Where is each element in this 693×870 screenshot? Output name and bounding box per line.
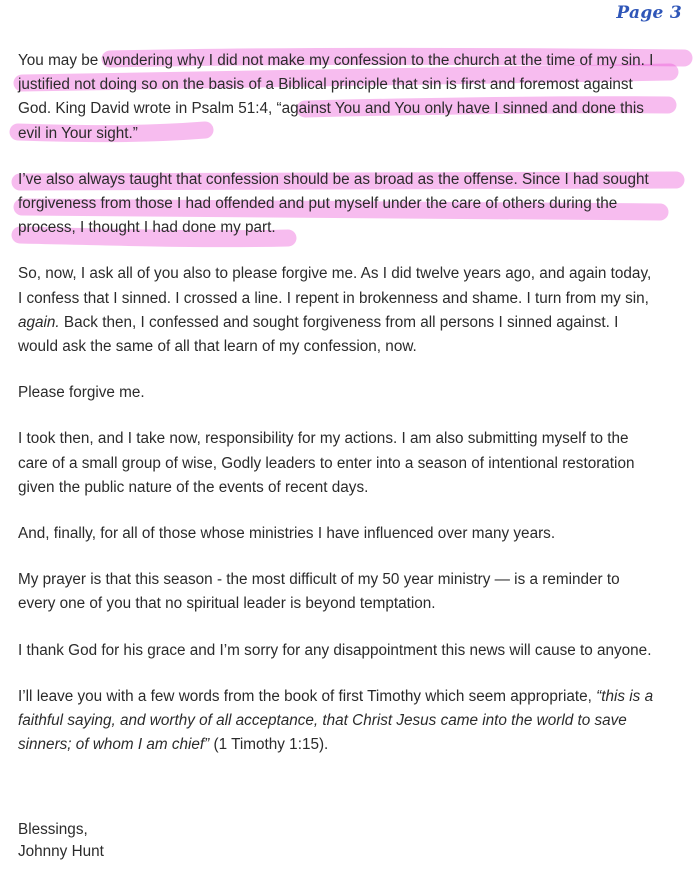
paragraph-ministries xyxy=(18,522,682,546)
text-line: forgiveness from those I had offended and put myself under the care of others during the xyxy=(18,195,618,213)
signature-block xyxy=(18,819,104,863)
text-line: God. King David wrote in Psalm 51:4, “against You and You only have I sinned and done this xyxy=(18,100,644,118)
text-line: I’ve also always taught that confession should be as broad as the offense. Since I had sought xyxy=(18,170,649,188)
text-fragment: I’ll leave you with a few words from the book of first Timothy which seem appropriate, xyxy=(18,687,597,705)
text-line: So, now, I ask all of you also to please forgive me. As I did twelve years ago, and again today, xyxy=(18,265,652,283)
text-line xyxy=(18,311,682,335)
text-line: every one of you that no spiritual leader is beyond temptation. xyxy=(18,595,436,613)
paragraph-thanks xyxy=(18,639,682,663)
text-line: given the public nature of the events of recent days. xyxy=(18,478,369,496)
text-line: I took then, and I take now, responsibility for my actions. I am also submitting myself to the xyxy=(18,430,629,448)
signature-name: Johnny Hunt xyxy=(18,843,104,860)
paragraph-please-forgive xyxy=(18,381,682,405)
text-line: And, finally, for all of those whose ministries I have influenced over many years. xyxy=(18,525,556,543)
paragraph-confession-timing xyxy=(18,49,682,146)
text-fragment: Back then, I confessed and sought forgiveness from all persons I sinned against. I xyxy=(59,313,619,331)
text-line: My prayer is that this season - the most difficult of my 50 year ministry — is a reminder to xyxy=(18,571,620,589)
text-line: faithful saying, and worthy of all acceptance, that Christ Jesus came into the world to save xyxy=(18,712,627,730)
text-fragment: (1 Timothy 1:15). xyxy=(209,736,329,754)
text-line: process, I thought I had done my part. xyxy=(18,219,276,237)
paragraph-broad-confession xyxy=(18,168,682,241)
text-line: care of a small group of wise, Godly leaders to enter into a season of intentional restoration xyxy=(18,454,635,472)
text-line: would ask the same of all that learn of my confession, now. xyxy=(18,338,417,356)
text-line xyxy=(18,685,682,709)
paragraph-responsibility xyxy=(18,427,682,500)
paragraph-ask-forgiveness xyxy=(18,262,682,359)
page-number-label: Page 3 xyxy=(616,3,682,23)
text-line: evil in Your sight.” xyxy=(18,124,138,142)
text-line xyxy=(18,733,682,757)
letter-body xyxy=(18,49,682,779)
text-line: justified not doing so on the basis of a Biblical principle that sin is first and foremost against xyxy=(18,76,633,94)
italic-text: sinners; of whom I am chief” xyxy=(18,736,210,754)
signature-closing: Blessings, xyxy=(18,821,88,838)
text-line: I confess that I sinned. I crossed a line. I repent in brokenness and shame. I turn from my sin, xyxy=(18,289,649,307)
text-line: Please forgive me. xyxy=(18,384,145,402)
paragraph-timothy-quote xyxy=(18,685,682,758)
italic-text: “this is a xyxy=(596,687,654,705)
paragraph-prayer xyxy=(18,568,682,616)
text-line: I thank God for his grace and I’m sorry for any disappointment this news will cause to anyone. xyxy=(18,641,652,659)
italic-text: again. xyxy=(18,313,60,331)
text-line: You may be wondering why I did not make my confession to the church at the time of my sin. I xyxy=(18,52,654,69)
